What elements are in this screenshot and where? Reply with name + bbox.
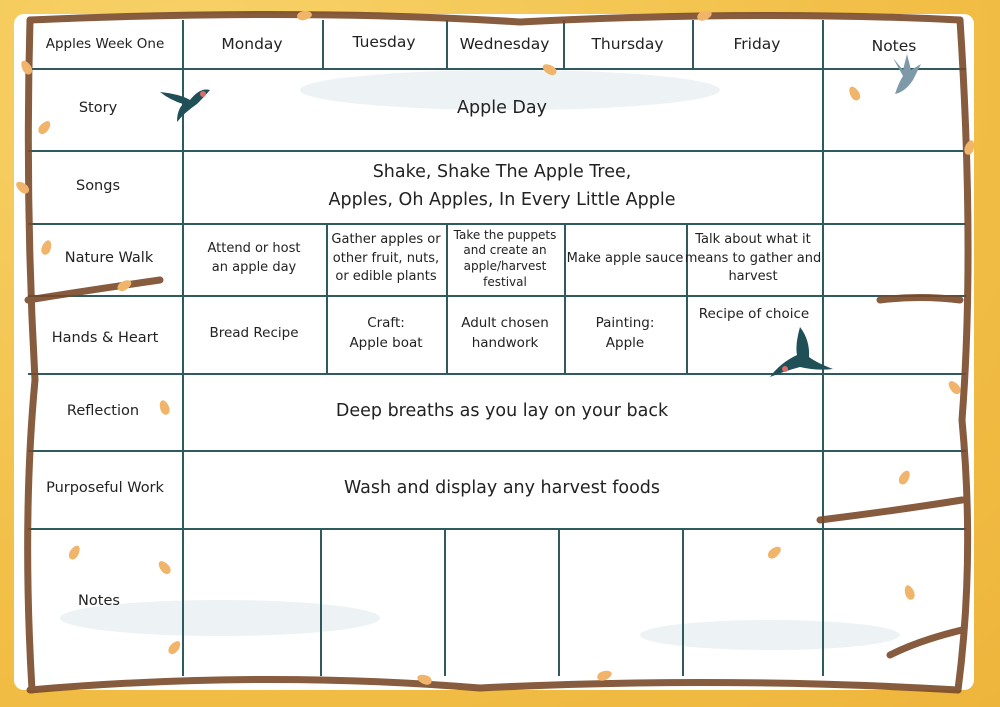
cell-line: Craft:: [367, 315, 405, 332]
song-line: Shake, Shake The Apple Tree,: [372, 162, 632, 183]
row-label-purposeful-work: Purposeful Work: [46, 480, 164, 497]
cell-line: Apple: [605, 335, 645, 351]
song-line: Apples, Oh Apples, In Every Little Apple: [328, 189, 676, 210]
cell-line: handwork: [471, 335, 539, 351]
cell-line: harvest: [728, 269, 778, 285]
row-label-hands-heart: Hands & Heart: [51, 330, 159, 347]
day-header-friday: Friday: [733, 34, 781, 53]
row-label-songs: Songs: [75, 177, 121, 194]
cell-line: Painting:: [595, 315, 655, 332]
left-branch: [28, 20, 35, 690]
cell-line: Take the puppets: [453, 227, 557, 242]
cell-line: Apple boat: [349, 335, 423, 351]
cell-line: other fruit, nuts,: [332, 250, 440, 266]
row-label-nature-walk: Nature Walk: [64, 250, 154, 267]
cell-line: an apple day: [211, 260, 297, 275]
cell-line: Talk about what it: [695, 231, 811, 247]
cell-line: Gather apples or: [331, 231, 441, 247]
swallow-bird-icon: [765, 325, 835, 380]
cell-line: Bread Recipe: [209, 325, 299, 342]
top-branch: [30, 14, 960, 22]
cell-line: and create an: [463, 243, 547, 258]
cell-line: means to gather and: [684, 250, 822, 266]
bottom-branch: [30, 679, 958, 690]
side-twig: [890, 630, 962, 655]
story-content: Apple Day: [457, 98, 547, 119]
cell-line: Make apple sauce: [566, 250, 684, 266]
reflection-content: Deep breaths as you lay on your back: [335, 400, 669, 421]
notes-column-header: Notes: [871, 36, 917, 55]
swallow-bird-icon: [155, 82, 215, 127]
week-title: Apples Week One: [45, 35, 165, 52]
row-label-story: Story: [78, 100, 118, 117]
cell-line: festival: [483, 274, 527, 289]
cell-line: or edible plants: [335, 269, 437, 285]
day-header-thursday: Thursday: [591, 34, 664, 53]
day-header-wednesday: Wednesday: [459, 34, 550, 53]
cell-line: Adult chosen: [461, 315, 549, 332]
side-twig: [880, 298, 960, 301]
row-label-notes: Notes: [78, 593, 120, 610]
small-bird-icon: [885, 50, 925, 95]
cell-line: apple/harvest: [463, 259, 547, 273]
purposeful-work-content: Wash and display any harvest foods: [343, 478, 661, 499]
cell-line: Recipe of choice: [698, 306, 810, 323]
day-header-monday: Monday: [221, 34, 283, 53]
row-label-reflection: Reflection: [66, 402, 140, 419]
right-branch: [958, 20, 968, 690]
side-twig: [28, 280, 160, 300]
cell-line: Attend or host: [207, 241, 301, 257]
day-header-tuesday: Tuesday: [352, 32, 416, 51]
side-twig: [820, 500, 962, 520]
